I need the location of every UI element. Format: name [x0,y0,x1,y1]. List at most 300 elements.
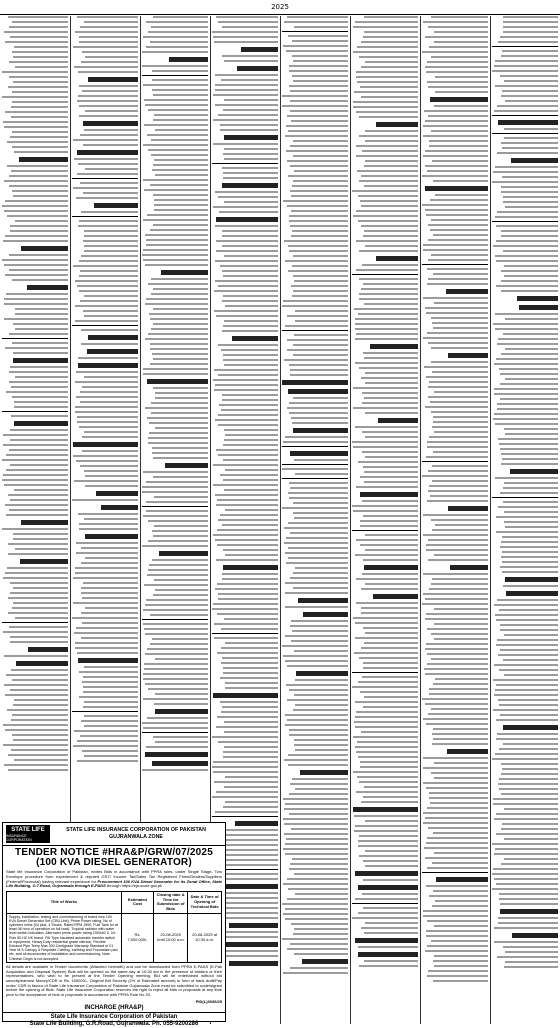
text-line [497,211,558,213]
text-line [432,160,488,162]
text-line [423,822,488,824]
text-line [291,235,348,237]
text-line [75,411,138,413]
text-line [425,36,488,38]
text-line [355,362,418,364]
headline-bar [425,186,488,191]
text-line [427,975,488,977]
text-line [220,514,278,516]
text-line [434,105,488,107]
text-line [72,499,138,501]
text-line [365,456,418,458]
text-line [431,317,488,319]
text-line [213,379,278,381]
text-line [75,647,138,649]
section-divider [2,622,68,623]
text-line [212,796,278,798]
text-line [222,706,278,708]
newspaper-masthead [0,0,560,15]
headline-bar [159,551,208,556]
text-line [223,756,278,758]
text-line [433,980,488,982]
text-line [80,300,138,302]
text-line [500,624,558,626]
text-line [214,781,278,783]
text-line [221,854,278,856]
text-line [501,270,558,272]
text-line [355,746,418,748]
text-line [216,449,278,451]
text-line [223,751,278,753]
text-line [355,323,418,325]
text-line [73,265,138,267]
text-line [353,101,418,103]
text-line [155,174,208,176]
text-line [213,143,278,145]
text-line [361,647,418,649]
text-line [363,796,418,798]
text-line [283,883,348,885]
text-line [222,300,278,302]
text-line [148,149,208,151]
column-rule [350,16,351,1024]
text-line [294,170,348,172]
text-line [142,51,208,53]
text-line [432,578,488,580]
section-divider [142,619,208,620]
text-line [288,888,348,890]
text-line [363,235,418,237]
column-rule [490,16,491,1024]
text-line [5,235,68,237]
tender-header [3,823,225,846]
text-line [496,738,558,740]
tender-notice-ad [2,822,226,1027]
text-line [146,239,208,241]
text-line [428,970,488,972]
text-line [142,486,208,488]
text-line [221,349,278,351]
text-line [12,131,68,133]
text-line [73,577,138,579]
text-line [362,893,418,895]
text-line [426,549,488,551]
tender-reference: PID(L)3036/25 [195,998,222,1004]
text-line [2,528,68,530]
text-line [356,602,418,604]
text-line [10,366,68,368]
text-line [290,110,348,112]
text-line [215,539,278,541]
text-line [283,200,348,202]
text-line [15,220,68,222]
text-line [12,342,68,344]
text-line [501,541,558,543]
text-line [358,461,418,463]
text-line [10,592,68,594]
text-line [494,604,558,606]
tender-title [3,846,225,869]
text-line [352,190,418,192]
text-line [220,902,278,904]
text-line [294,694,348,696]
text-line [364,471,418,473]
text-line [360,761,418,763]
text-line [355,338,418,340]
text-line [427,837,488,839]
text-line [422,204,488,206]
text-line [434,955,488,957]
text-line [495,423,558,425]
text-line [356,711,418,713]
text-line [9,175,68,177]
header-estimated-cost: Estimated Cost [121,892,153,913]
text-line [215,494,278,496]
text-line [497,105,558,107]
text-line [215,74,278,76]
text-line [496,719,558,721]
text-line [155,129,208,131]
text-line [150,229,208,231]
text-line [153,476,208,478]
text-line [426,935,488,937]
text-line [425,703,488,705]
text-line [15,313,68,315]
text-line [143,727,208,729]
column-5 [282,16,348,1022]
text-line [361,288,418,290]
text-line [215,384,278,386]
text-line [153,224,208,226]
text-line [505,433,558,435]
text-line [359,965,418,967]
text-line [8,494,68,496]
headline-bar [500,909,558,914]
text-line [425,150,488,152]
text-line [145,604,208,606]
text-line [147,214,208,216]
text-line [432,529,488,531]
headline-bar [373,594,418,599]
text-line [292,422,348,424]
text-line [496,225,558,227]
text-line [504,128,558,130]
text-line [363,515,418,517]
text-line [216,504,278,506]
text-line [76,552,138,554]
text-line [289,813,348,815]
column-3 [142,16,208,816]
text-line [494,393,558,395]
text-line [13,602,68,604]
text-line [13,587,68,589]
text-line [429,588,488,590]
text-line [75,280,138,282]
text-line [283,441,348,443]
organization-name [50,827,222,841]
text-line [358,681,418,683]
text-line [495,614,558,616]
text-line [365,865,418,867]
text-line [77,285,138,287]
text-line [432,862,488,864]
text-line [289,868,348,870]
text-line [12,714,68,716]
text-line [223,295,278,297]
text-line [363,706,418,708]
text-line [153,594,208,596]
text-line [84,235,138,237]
headline-bar [16,661,68,666]
text-line [290,145,348,147]
text-line [358,845,418,847]
text-line [498,506,558,508]
masthead-date: 2025 [265,3,295,11]
text-line [292,40,348,42]
text-line [423,297,488,299]
text-line [11,669,68,671]
text-line [153,16,208,18]
text-line [282,645,348,647]
headline-bar [152,761,208,766]
text-line [291,923,348,925]
text-line [358,756,418,758]
text-line [361,96,418,98]
text-line [285,260,348,262]
text-line [214,290,278,292]
text-line [79,85,138,87]
headline-bar [447,749,488,754]
headline-bar [27,285,68,290]
text-line [504,137,558,139]
text-line [365,412,418,414]
text-line [496,260,558,262]
text-line [429,895,488,897]
text-line [74,480,138,482]
text-line [495,477,558,479]
text-line [213,119,278,121]
text-line [497,343,558,345]
section-divider [492,133,558,134]
text-line [6,391,68,393]
text-line [427,81,488,83]
text-line [79,426,138,428]
text-line [15,66,68,68]
text-line [287,339,348,341]
text-line [285,606,348,608]
text-line [504,674,558,676]
text-line [213,484,278,486]
text-line [291,285,348,287]
text-line [355,701,418,703]
text-line [3,121,68,123]
text-line [365,245,418,247]
text-line [83,240,138,242]
text-line [497,403,558,405]
text-line [79,523,138,525]
text-line [10,136,68,138]
text-line [143,673,208,675]
text-line [429,145,488,147]
text-line [492,888,558,890]
text-line [497,733,558,735]
text-line [503,196,558,198]
text-line [360,476,418,478]
text-line [289,70,348,72]
headline-bar [213,693,278,698]
text-line [223,109,278,111]
tender-notes: All details are available in Tender documents (Attached herewith) and can be downloaded from PPRA E-PADS (E-Pak Acquisition and Disposal System) Bids will be opened on the same day at 10:30 am in the presence of bidders or their representatives, who wish to be present at the Tender Opening meeting. Bid will be entertained without bid security/earnest Money/CDR or Rs. 150000/-, Original Bid Security (2% of Estimated amount) in form of bank draft/Pay order/ CDR in favour of State Life Insurance Corporation of Pakistan Gujranwala Zone must be submitted to undersigned before the opening of Bids. State Life Insurance Corporation reserves the right to reject all bids or proposals at any time prior to the acceptance of bids or proposals in accordance with PPRA Rule No 33. [6,963,222,998]
text-line [363,860,418,862]
text-line [224,255,278,257]
text-line [501,55,558,57]
text-line [153,457,208,459]
text-line [218,519,278,521]
text-line [423,249,488,251]
text-line [492,70,558,72]
text-line [293,512,348,514]
text-line [503,946,558,948]
text-line [284,542,348,544]
text-line [284,359,348,361]
text-line [214,637,278,639]
text-line [500,383,558,385]
text-line [285,803,348,805]
text-line [289,364,348,366]
text-line [499,788,558,790]
text-line [4,31,68,33]
headline-bar [300,770,348,775]
text-line [359,135,418,137]
section-divider [422,461,488,462]
text-line [434,762,488,764]
text-line [72,617,138,619]
headline-bar [161,270,208,275]
text-line [359,367,418,369]
footer-line-2: State Life Building, G.R.Road, Gujranwala. Ph. 055-9200286 [29,1020,199,1027]
text-line [285,843,348,845]
text-line [225,801,278,803]
text-line [218,196,278,198]
text-line [287,160,348,162]
text-line [79,220,138,222]
text-line [9,509,68,511]
text-line [289,482,348,484]
text-line [427,170,488,172]
text-line [505,100,558,102]
text-line [423,244,488,246]
headline-bar [448,353,488,358]
text-line [365,549,418,551]
text-line [431,519,488,521]
text-line [8,597,68,599]
headline-bar [87,349,138,354]
text-line [145,338,208,340]
text-line [288,245,349,247]
text-line [283,913,348,915]
text-line [81,637,138,639]
text-line [85,168,138,170]
headline-bar [448,506,488,511]
text-line [435,76,488,78]
text-line [76,396,138,398]
text-line [431,411,488,413]
text-line [147,417,208,419]
text-line [155,589,208,591]
text-line [225,687,278,689]
text-line [500,398,558,400]
text-line [431,658,488,660]
text-line [15,376,68,378]
text-line [221,79,278,81]
text-line [503,16,558,18]
text-line [290,90,348,92]
headline-bar [217,884,278,889]
text-line [146,599,208,601]
text-line [355,328,418,330]
text-line [14,489,68,491]
text-line [431,940,489,942]
text-line [143,219,208,221]
headline-bar [229,923,278,928]
text-line [504,858,558,860]
text-line [14,401,68,403]
headline-bar [14,421,68,426]
text-line [144,628,208,630]
text-line [353,771,418,773]
text-line [355,21,418,23]
text-line [289,689,348,691]
text-line [285,436,348,438]
headline-bar [446,289,488,294]
text-line [79,260,138,262]
text-line [78,95,138,97]
text-line [432,322,488,324]
text-line [82,681,138,683]
section-divider [352,530,418,531]
text-line [495,255,558,257]
text-line [355,716,418,718]
text-line [149,432,208,434]
text-line [497,152,558,154]
text-line [293,80,348,82]
text-line [499,368,558,370]
text-line [501,191,558,193]
text-line [433,421,488,423]
text-line [291,195,348,197]
headline-bar [21,246,68,251]
text-line [3,240,68,242]
headline-bar [353,807,418,812]
text-line [282,95,348,97]
text-line [287,115,348,117]
text-line [73,46,138,48]
text-line [216,726,278,728]
text-line [286,537,348,539]
text-line [353,106,418,108]
text-line [353,736,418,738]
text-line [290,190,348,192]
text-line [153,288,208,290]
text-line [500,75,558,77]
text-line [289,729,348,731]
text-line [7,215,68,217]
text-line [224,320,278,322]
text-line [216,250,278,252]
text-line [361,205,418,207]
text-line [74,158,138,160]
text-line [494,413,558,415]
